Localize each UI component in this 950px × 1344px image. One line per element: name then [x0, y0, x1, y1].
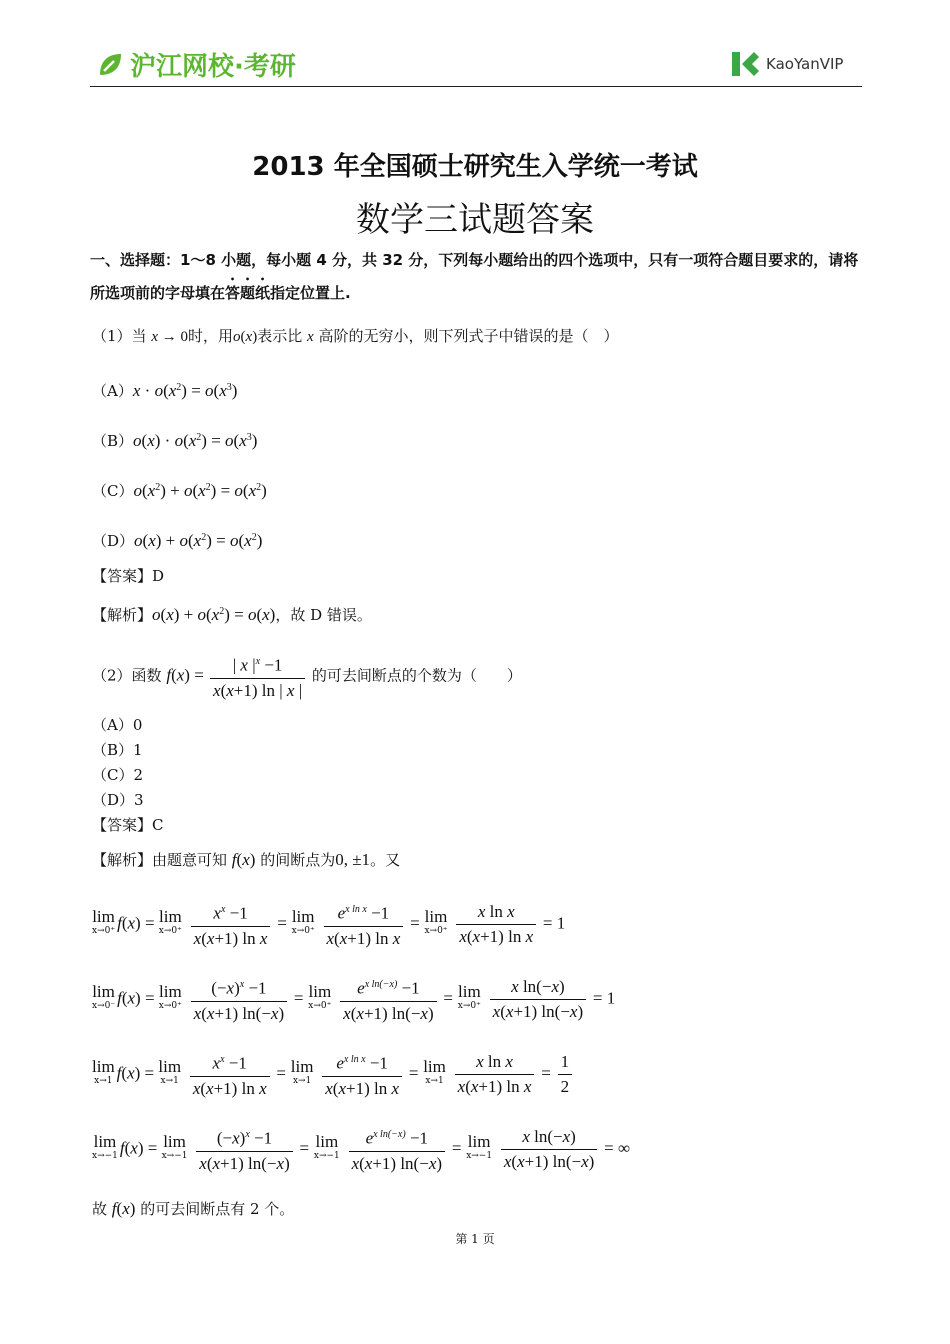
page-number: 第 1 页: [455, 1232, 495, 1246]
limit-line-3: lim x→1 f(x) = lim x→1 $\frac{x^x -1}{\text{x(x+1) ln x}}$ = lim x→1 $\frac{e^{x ln x} -1}{\text{x(x+1) ln x}}$ = lim x→1 $\frac{\text{x ln x}}{\text{x(x+1) ln x}}$ = $\frac{1}{2}$: [92, 1048, 574, 1101]
q2-option-c: （C）2: [92, 766, 144, 784]
leaf-icon: [96, 51, 124, 79]
q2-option-b: （B）1: [92, 741, 143, 759]
q2-answer: 【答案】C: [92, 816, 164, 834]
limit-line-2: lim x→0⁻ f(x) = lim x→0⁺ $\frac{(-x)^x -1}{x(x+1) \ln(-x)}$ = lim x→0⁺ $\frac{e^{x ln(-x)} -1}{x(x+1) \ln(-x)}$ = lim x→0⁺ $\frac{\text{x ln(−x)}}{x(x+1) \ln(-x)}$ = 1: [92, 973, 615, 1026]
q2-option-d: （D）3: [92, 791, 144, 809]
k-logo-icon: [730, 50, 760, 78]
q2-function-fraction: $\frac{| x |^x -1}{x(x+1) \ln | x |}$: [210, 650, 305, 703]
q1-stem: （1）当 x → 0时，用o(x)表示比 x 高阶的无穷小，则下列式子中错误的是（ ）: [92, 327, 619, 345]
q1-option-c: $(C)o(x^2) + o(x^2) = o(x^2)$: [92, 481, 267, 500]
q1-answer: 【答案】D: [92, 567, 165, 585]
q2-conclusion: 故 f(x) 的可去间断点有 2 个。: [92, 1199, 295, 1218]
exam-title: 2013 年全国硕士研究生入学统一考试: [252, 152, 698, 182]
q2-stem: （2）函数 f(x) = $\frac{| x |^x -1}{x(x+1) \ln | x |}$ 的可去间断点的个数为（ ）: [92, 650, 522, 703]
limit-line-4: lim x→−1 f(x) = lim x→−1 $\frac{(-x)^x -1}{x(x+1) \ln(-x)}$ = lim x→−1 $\frac{e^{x ln(-x)} -1}{x(x+1) \ln(-x)}$ = lim x→−1 $\frac{\text{x ln(−x)}}{x(x+1) \ln(-x)}$ = ∞: [92, 1123, 630, 1176]
header-rule: [90, 86, 862, 87]
kaoyanvip-text: KaoYanVIP: [766, 55, 844, 73]
section-heading: 一、选择题：1～8 小题，每小题 4 分，共 32 分，下列每小题给出的四个选项中，只有一项符合题目要求的，请将所选项前的字母填在答题纸指定位置上.: [90, 251, 859, 302]
q2-option-a: （A）0: [92, 716, 143, 734]
q1-option-d: $(D)o(x) + o(x^2) = o(x^2)$: [92, 531, 263, 550]
exam-subtitle: 数学三试题答案: [356, 200, 594, 240]
hujiang-logo: [96, 46, 296, 83]
hujiang-logo-text: 沪江网校·考研: [130, 52, 296, 82]
limit-line-1: lim x→0⁺ f(x) = lim x→0⁺ $\frac{x^x -1}{\text{x(x+1) ln x}}$ = lim x→0⁺ $\frac{e^{x ln x} -1}{\text{x(x+1) ln x}}$ = lim x→0⁺ $\frac{\text{x ln x}}{\text{x(x+1) ln x}}$ = 1: [92, 898, 565, 951]
kaoyanvip-logo: [730, 50, 843, 78]
q1-analysis: 【解析】$o(x) + o(x^2) = o(x)$，故 D 错误。: [92, 605, 372, 624]
emphasized-text: 答题纸: [225, 284, 271, 302]
q1-option-b: $(B)o(x) \cdot o(x^2) = o(x^3)$: [92, 431, 258, 450]
q1-option-a: $(A)x \cdot o(x^2) = o(x^3)$: [92, 381, 238, 400]
q2-analysis: 【解析】由题意可知 f(x) 的间断点为0, ±1。又: [92, 850, 401, 869]
